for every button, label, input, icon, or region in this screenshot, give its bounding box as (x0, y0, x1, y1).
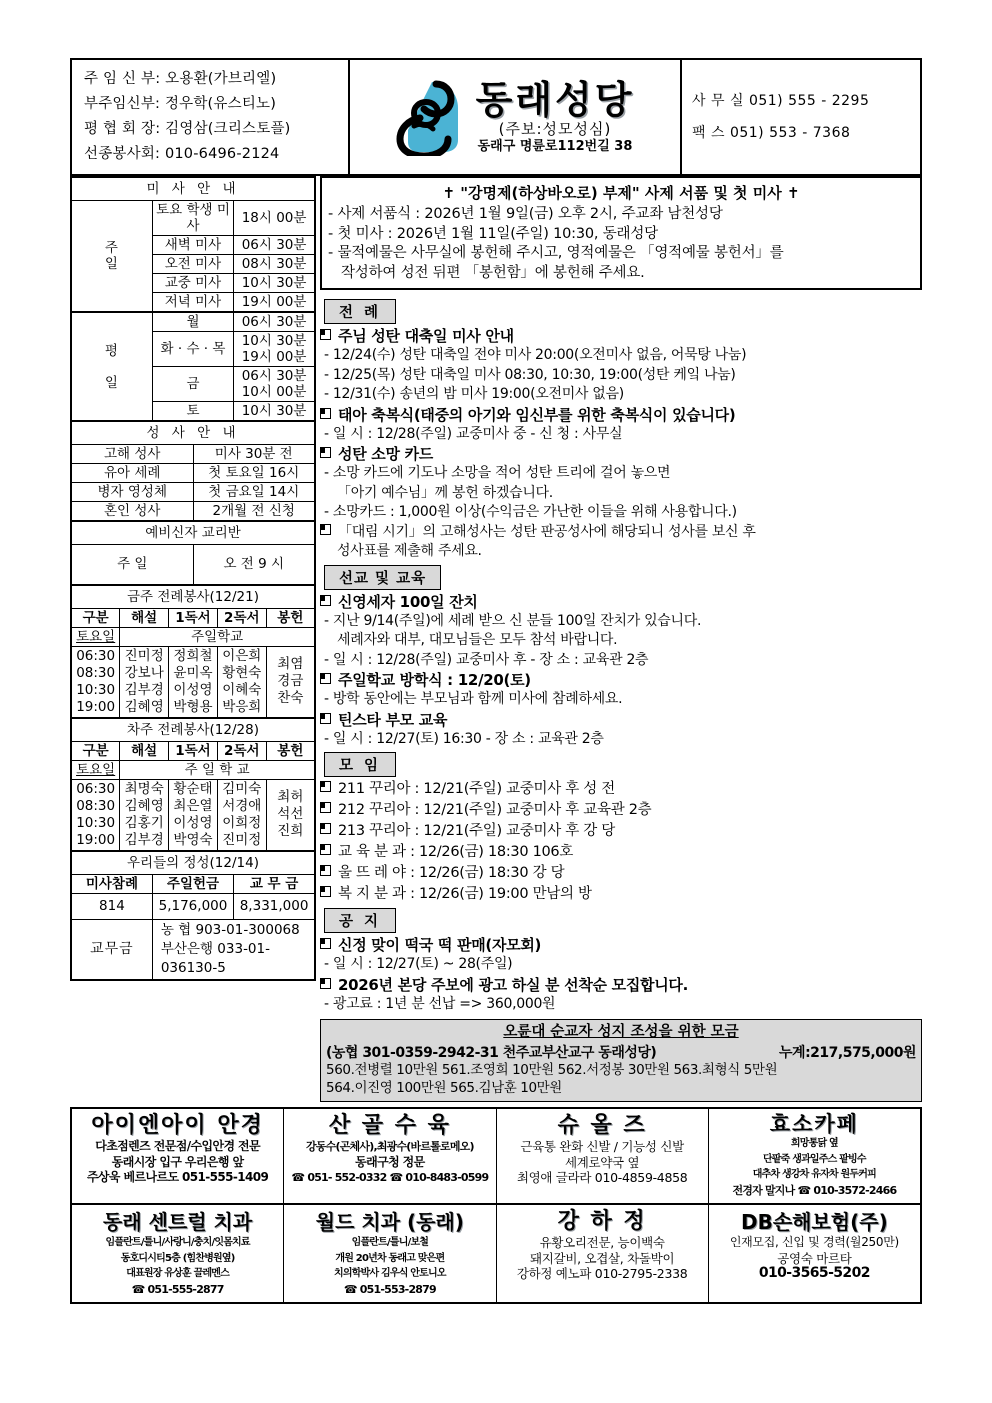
staff-list (72, 60, 350, 174)
item-sub: - 일 시 : 12/28(주일) 교중미사 후 - 장 소 : 교육관 2층 (324, 651, 649, 668)
item-title: 주님 성탄 대축일 미사 안내 (338, 327, 514, 345)
bullet-item (320, 935, 922, 955)
staff-row (84, 92, 348, 117)
col-header: 봉헌 (266, 608, 315, 627)
dues-value: 8,331,000 (234, 893, 315, 919)
item-sub: - 소망카드 : 1,000원 이상(수익금은 가난한 이들을 위해 사용합니다.) (324, 504, 737, 520)
fundraising-title: 오륜대 순교자 성지 조성을 위한 모금 (503, 1024, 739, 1040)
ad-row (72, 1109, 920, 1205)
mass-name: 월 (152, 312, 233, 332)
checkbox-icon (320, 444, 334, 464)
ad-cell-inii-optical[interactable] (72, 1109, 284, 1203)
item-title: 태아 축복식(태중의 아기와 임신부를 위한 축복식이 있습니다) (338, 405, 736, 424)
fundraising-total: 누계:217,575,000원 (779, 1045, 916, 1061)
service-reading2-cell: 김미숙 서경애 이희정 진미정 (217, 779, 266, 851)
saturday-label: 토요일 (71, 627, 120, 646)
dues-label: 교무금 (71, 919, 152, 980)
section-tag: 모 임 (324, 752, 396, 777)
item-sub: - 일 시 : 12/28(주일) 교중미사 중 - 신 청 : 사무실 (324, 425, 623, 442)
item-title: 「대림 시기」의 고해성사는 성탄 판공성사에 해당되니 성사를 보신 후 (338, 523, 756, 540)
ad-line: 다초점렌즈 전문점/수입안경 전문 (95, 1139, 261, 1153)
service-reading1-cell: 황순태 최은열 이성영 박영숙 (169, 779, 218, 851)
donor-line: 560.전병렬 10만원 561.조영희 10만원 562.서정봉 30만원 563.최형식 5만원 (326, 1062, 778, 1078)
col-header: 1독서 (169, 608, 218, 627)
ad-line: 최영애 글라라 010-4859-4858 (516, 1170, 688, 1185)
sacrament-name: 혼인 성사 (71, 502, 193, 522)
staff-role: 평 협 회 장: (84, 121, 161, 137)
staff-row (84, 67, 348, 92)
ad-line: 동래시장 입구 우리은행 앞 (111, 1154, 244, 1169)
ad-line: 유황오리전문, 능이백숙 (539, 1235, 665, 1250)
ad-line: 동래구청 정문 (355, 1154, 425, 1169)
item-sub: 세례자와 대부, 대모님들은 모두 참석 바랍니다. (337, 632, 618, 648)
bullet-item (320, 523, 922, 543)
staff-row (84, 142, 348, 167)
fax-number: 051) 553 - 7368 (729, 125, 851, 141)
ad-line: 대추차 생강차 유자차 원두커피 (752, 1169, 876, 1180)
section-announcements (320, 905, 922, 1014)
item-sub: 「아기 예수님」께 봉헌 하겠습니다. (337, 484, 553, 501)
service-times-cell: 06:30 08:30 10:30 19:00 (71, 779, 120, 851)
staff-name: 정우학(유스티노) (164, 96, 277, 112)
checkbox-icon (320, 821, 334, 842)
notice-line: - 첫 미사 : 2026년 1월 11일(주일) 10:30, 동래성당 (328, 225, 658, 242)
ad-cell-sangol-suyuk[interactable] (284, 1109, 496, 1203)
saturday-label: 토요일 (71, 760, 120, 779)
item-title: 울 뜨 레 야 : 12/26(금) 18:30 강 당 (338, 865, 565, 881)
bullet-item (320, 884, 922, 905)
sacrament-time: 2개월 전 신청 (193, 502, 315, 522)
item-title: 주일학교 방학식 : 12/20(토) (338, 671, 531, 689)
item-title: 신영세자 100일 잔치 (338, 592, 478, 611)
service-offering-cell: 최염 경금 찬숙 (266, 646, 315, 718)
mass-name: 교중 미사 (152, 274, 233, 293)
col-header: 미사참례 (71, 874, 152, 893)
catechumen-day: 주 일 (71, 545, 193, 585)
mass-name: 저녁 미사 (152, 293, 233, 313)
item-sub: - 광고료 : 1년 분 선납 => 360,000원 (324, 995, 556, 1012)
ad-line: 단팥죽 생과일주스 팥빙수 (762, 1153, 866, 1165)
staff-name: 김영삼(크리스토플) (165, 121, 291, 137)
bullet-item (320, 670, 922, 690)
ad-line: 치의학박사 김우식 안토니오 (334, 1268, 446, 1279)
ad-line: 강하정 예노파 010-2795-2338 (516, 1266, 688, 1281)
item-sub: 성사표를 제출해 주세요. (337, 543, 482, 559)
ad-line: ☎ 051-553-2879 (343, 1282, 436, 1296)
checkbox-icon (320, 884, 334, 905)
mass-name: 오전 미사 (152, 255, 233, 274)
mass-time: 10시 30분 (234, 402, 315, 422)
ad-cell-world-dental[interactable] (284, 1205, 496, 1302)
ad-line: 강동수(곤체사),최광수(바르톨로메오) (306, 1140, 474, 1153)
checkbox-icon (320, 779, 334, 800)
sacrament-time: 첫 금요일 14시 (193, 483, 315, 502)
ad-line: 세계로약국 옆 (564, 1154, 640, 1170)
fundraising-box (320, 1019, 922, 1102)
service-next-week-table (70, 717, 316, 852)
checkbox-icon (320, 405, 334, 425)
bulletin-header (70, 58, 922, 176)
checkbox-icon (320, 800, 334, 821)
mass-time: 19시 00분 (234, 293, 315, 313)
sacrament-name: 유아 세례 (71, 464, 193, 483)
saturday-value: 주 일 학 교 (120, 760, 315, 779)
staff-name: 010-6496-2124 (164, 146, 280, 162)
ad-line: 010-3565-5202 (758, 1265, 870, 1281)
col-header: 2독서 (217, 608, 266, 627)
mass-time: 06시 30분 (234, 312, 315, 332)
ad-line: 주상욱 베르나르도 051-555-1409 (86, 1170, 269, 1184)
sacrament-time: 첫 토요일 16시 (193, 464, 315, 483)
col-header: 구분 (71, 608, 120, 627)
service-reading1-cell: 정희철 윤미옥 이성영 박형용 (169, 646, 218, 718)
item-title: 2026년 본당 주보에 광고 하실 분 선착순 모집합니다. (338, 975, 689, 994)
checkbox-icon (320, 592, 334, 612)
ad-title: 효소카페 (769, 1112, 859, 1136)
col-header: 봉헌 (266, 741, 315, 760)
ad-line: 개원 20년차 동래고 맞은편 (335, 1252, 445, 1264)
bullet-item (320, 842, 922, 863)
bullet-item (320, 800, 922, 821)
bullet-item (320, 779, 922, 800)
ad-line: 인재모집, 신입 및 경력(월250만) (729, 1235, 899, 1249)
mass-name: 화 · 수 · 목 (152, 332, 233, 367)
item-title: 212 꾸리아 : 12/21(주일) 교중미사 후 교육관 2층 (338, 802, 652, 818)
bullet-item (320, 326, 922, 346)
bulletin-subtitle: (주보:성모성심) (498, 119, 612, 138)
item-title: 틴스타 부모 교육 (338, 710, 448, 729)
ad-title: 슈 올 즈 (557, 1113, 647, 1138)
fax-label: 팩 스 (692, 125, 725, 141)
section-liturgy (320, 296, 922, 562)
church-identity (350, 60, 682, 174)
bank-name: 부산은행 (160, 940, 213, 957)
item-sub: - 방학 동안에는 부모님과 함께 미사에 참례하세요. (324, 691, 623, 707)
sacraments-table (70, 420, 316, 522)
staff-role: 부주임신부: (84, 96, 161, 112)
ad-title: 월드 치과 (동래) (315, 1210, 464, 1234)
offerings-title: 우리들의 정성(12/14) (71, 851, 315, 875)
ad-row (72, 1205, 920, 1302)
offerings-table (70, 850, 316, 981)
service-title: 금주 전례봉사(12/21) (71, 585, 315, 609)
staff-role: 선종봉사회: (84, 146, 161, 162)
checkbox-icon (320, 670, 334, 690)
attendance-value: 814 (71, 893, 152, 919)
ad-title: 아이엔아이 안경 (91, 1113, 264, 1138)
mass-guide-title: 미 사 안 내 (71, 177, 315, 201)
ad-line: 임플란트/틀니/사랑니/충치/잇몸치료 (105, 1237, 250, 1248)
service-haeseol-cell: 최명숙 김혜영 김홍기 김부경 (120, 779, 169, 851)
col-header: 주일헌금 (152, 874, 233, 893)
ad-title: DB손해보험(주) (741, 1210, 888, 1234)
checkbox-icon (320, 710, 334, 730)
section-meetings (320, 749, 922, 905)
bullet-item (320, 592, 922, 612)
bulletin-body (70, 176, 922, 1102)
section-tag: 선교 및 교육 (324, 565, 441, 590)
fundraising-account: (농협 301-0359-2942-31 천주교부산교구 동래성당) (326, 1045, 657, 1061)
catechumen-title: 예비신자 교리반 (71, 521, 315, 545)
mass-time: 18시 00분 (234, 201, 315, 236)
staff-role: 주 임 신 부: (84, 71, 161, 87)
item-title: 신정 맞이 떡국 떡 판매(자모회) (338, 936, 542, 954)
checkbox-icon (320, 975, 334, 995)
col-header: 교 무 금 (234, 874, 315, 893)
item-sub: - 12/31(수) 송년의 밤 미사 19:00(오전미사 없음) (324, 386, 624, 402)
checkbox-icon (320, 863, 334, 884)
right-column (320, 176, 922, 1102)
sunday-offering-value: 5,176,000 (152, 893, 233, 919)
item-sub: - 12/24(수) 성탄 대축일 전야 미사 20:00(오전미사 없음, 어묵탕 나눔) (324, 347, 747, 363)
col-header: 해설 (120, 741, 169, 760)
section-tag: 전 례 (324, 299, 396, 324)
item-sub: - 지난 9/14(주일)에 세례 받으 신 분들 100일 잔치가 있습니다. (324, 612, 702, 629)
service-this-week-table (70, 584, 316, 719)
catechumen-table (70, 520, 316, 586)
sacraments-title: 성 사 안 내 (71, 421, 315, 445)
ad-line: 돼지갈비, 오겹살, 차돌박이 (530, 1250, 675, 1266)
ad-line: ☎ 051- 552-0332 ☎ 010-8483-0599 (291, 1171, 489, 1184)
item-title: 211 꾸리아 : 12/21(주일) 교중미사 후 성 전 (338, 781, 616, 797)
item-title: 복 지 분 과 : 12/26(금) 19:00 만남의 방 (338, 886, 592, 902)
fundraising-account-row (326, 1042, 916, 1062)
bullet-item (320, 821, 922, 842)
col-header: 해설 (120, 608, 169, 627)
bullet-item (320, 975, 922, 995)
bank-name: 농 협 (160, 921, 192, 938)
mass-time: 06시 30분 10시 00분 (234, 367, 315, 402)
ad-line: 임플란트/틀니/보철 (351, 1237, 429, 1248)
mass-name: 토요 학생 미사 (152, 201, 233, 236)
ad-title: 동래 센트럴 치과 (103, 1210, 253, 1234)
advertisement-grid (70, 1107, 922, 1304)
notice-title: ✝ "강명제(하상바오로) 부제" 사제 서품 및 첫 미사 ✝ (442, 184, 800, 202)
bullet-item (320, 444, 922, 464)
service-times-cell: 06:30 08:30 10:30 19:00 (71, 646, 120, 718)
ordination-notice-box (320, 176, 922, 290)
service-offering-cell: 최허 석선 진희 (266, 779, 315, 851)
item-sub: - 일 시 : 12/27(토) 16:30 - 장 소 : 교육관 2층 (324, 730, 604, 747)
item-sub: - 일 시 : 12/27(토) ~ 28(주일) (324, 956, 513, 972)
ad-line: 공영숙 마르타 (777, 1250, 852, 1266)
mass-name: 토 (152, 402, 233, 422)
sacrament-name: 병자 영성체 (71, 483, 193, 502)
office-label: 사 무 실 (692, 93, 744, 109)
fax-contact (692, 117, 920, 149)
checkbox-icon (320, 523, 334, 543)
office-phone: 051) 555 - 2295 (748, 93, 870, 109)
ad-line: 근육통 완화 신발 / 기능성 신발 (520, 1139, 684, 1154)
item-title: 교 육 분 과 : 12/26(금) 18:30 106호 (338, 844, 574, 860)
col-header: 1독서 (169, 741, 218, 760)
ad-cell-kanghajeong[interactable] (497, 1205, 709, 1302)
mass-time: 10시 30분 (234, 274, 315, 293)
service-reading2-cell: 이은희 황현숙 이혜숙 박응희 (217, 646, 266, 718)
bank-accounts (152, 919, 315, 980)
checkbox-icon (320, 842, 334, 863)
col-header: 2독서 (217, 741, 266, 760)
bullet-item (320, 863, 922, 884)
bank-account: 033-01-036130-5 (160, 940, 270, 976)
mass-name: 새벽 미사 (152, 236, 233, 255)
bullet-item (320, 405, 922, 425)
section-tag: 공 지 (324, 908, 396, 933)
ad-line: 전경자 말지나 ☎ 010-3572-2466 (732, 1183, 897, 1197)
item-title: 213 꾸리아 : 12/21(주일) 교중미사 후 강 당 (338, 823, 616, 839)
church-address: 동래구 명륜로112번길 38 (477, 138, 633, 154)
bank-account: 903-01-300068 (195, 921, 300, 938)
item-sub: - 12/25(목) 성탄 대축일 미사 08:30, 10:30, 19:00(성탄 케잌 나눔) (324, 366, 736, 383)
mass-time: 06시 30분 (234, 236, 315, 255)
item-sub: - 소망 카드에 기도나 소망을 적어 성탄 트리에 걸어 놓으면 (324, 465, 671, 481)
service-title: 차주 전례봉사(12/28) (71, 718, 315, 742)
notice-line: - 사제 서품식 : 2026년 1월 9일(금) 오후 2시, 주교좌 남천성당 (328, 206, 723, 222)
ad-cell-db-insurance[interactable] (709, 1205, 920, 1302)
ad-cell-hyoso-cafe[interactable] (709, 1109, 920, 1203)
ad-line: 동호디시티5층 (힘찬병원옆) (120, 1252, 235, 1264)
ad-cell-dongrae-central-dental[interactable] (72, 1205, 284, 1302)
sacrament-name: 고해 성사 (71, 445, 193, 464)
left-column (70, 176, 316, 1102)
weekday-label: 평 일 (71, 312, 152, 421)
notice-line: 작성하여 성전 뒤편 「봉헌함」에 봉헌해 주세요. (341, 264, 645, 281)
sunday-label: 주 일 (71, 201, 152, 313)
staff-row (84, 117, 348, 142)
item-title: 성탄 소망 카드 (338, 445, 433, 463)
ad-line: 희망통닭 옆 (790, 1138, 838, 1149)
notice-line: - 물적예물은 사무실에 봉헌해 주시고, 영적예물은 「영적예물 봉헌서」를 (328, 245, 784, 261)
ad-title: 강 하 정 (557, 1209, 647, 1234)
col-header: 구분 (71, 741, 120, 760)
church-name: 동래성당 (475, 77, 635, 122)
saturday-value: 주일학교 (120, 627, 315, 646)
catechumen-time: 오 전 9 시 (193, 545, 315, 585)
ad-line: 대표원장 유상훈 끌레멘스 (126, 1268, 230, 1279)
mass-time: 10시 30분 19시 00분 (234, 332, 315, 367)
checkbox-icon (320, 326, 334, 346)
donor-line: 564.이진영 100만원 565.김남훈 10만원 (326, 1079, 562, 1096)
contact-info (682, 60, 920, 174)
checkbox-icon (320, 935, 334, 955)
sacrament-time: 미사 30분 전 (193, 445, 315, 464)
mass-guide-table (70, 176, 316, 422)
staff-name: 오용환(가브리엘) (165, 71, 277, 87)
office-contact (692, 85, 920, 117)
mass-name: 금 (152, 367, 233, 402)
service-haeseol-cell: 진미정 강보나 김부경 김혜영 (120, 646, 169, 718)
ad-line: ☎ 051-555-2877 (131, 1282, 224, 1296)
section-mission-education (320, 562, 922, 750)
mass-time: 08시 30분 (234, 255, 315, 274)
madonna-and-child-icon (396, 78, 470, 156)
bullet-item (320, 710, 922, 730)
ad-title: 산 골 수 육 (328, 1113, 451, 1138)
ad-cell-shuolz[interactable] (497, 1109, 709, 1203)
